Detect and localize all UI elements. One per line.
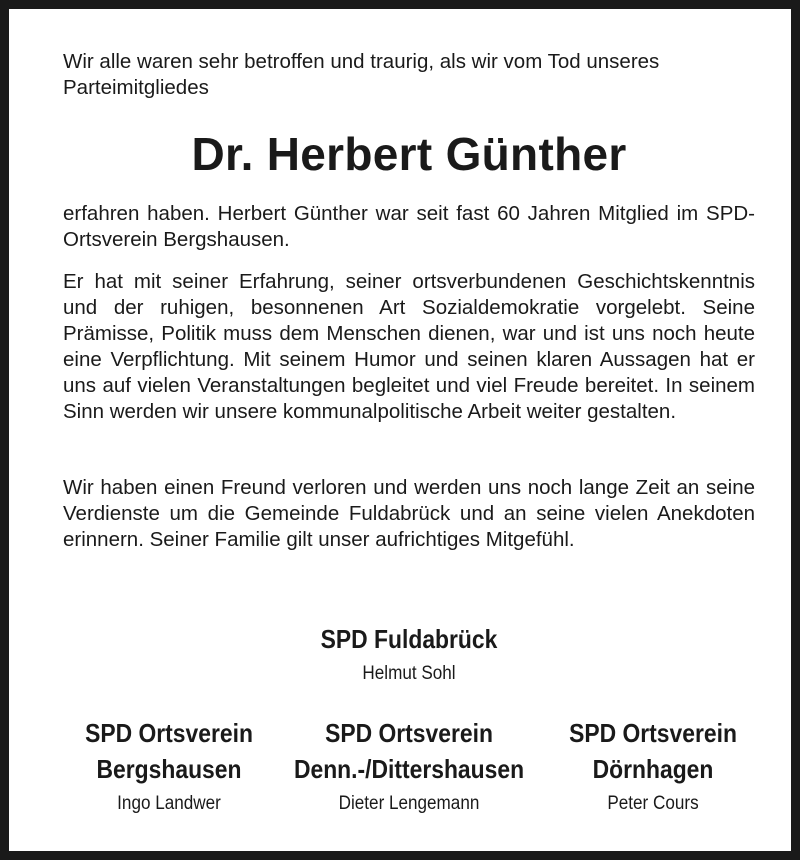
organization-name-line-2: Denn.-/Dittershausen — [293, 754, 525, 784]
paragraph-tribute: Er hat mit seiner Erfahrung, seiner ortsverbundenen Geschichtskenntnis und der ruhigen, besonnenen Art Sozialdemokratie vorgelebt. Seine Prämisse, Politik muss dem Menschen dienen, war und ist uns noch heute eine Verpflichtung. Mit seinem Humor und seinen klaren Aussagen hat er uns auf vielen Veranstaltungen begleitet und viel Freude bereitet. In seinem Sinn werden wir unsere kommunalpolitische Arbeit weiter gestalten. — [63, 270, 755, 423]
main-organization-name: SPD Fuldabrück — [320, 624, 498, 654]
signatory-name: Peter Cours — [607, 793, 699, 814]
organization-name-line-1: SPD Ortsverein — [85, 718, 253, 748]
deceased-name: Dr. Herbert Günther — [191, 128, 627, 180]
signatory-name: Dieter Lengemann — [338, 793, 480, 814]
signature-doernhagen — [518, 715, 788, 817]
signature-dittershausen — [274, 715, 544, 817]
organization-name-line-1: SPD Ortsverein — [569, 718, 737, 748]
signature-bergshausen — [34, 715, 304, 817]
intro-text: Wir alle waren sehr betroffen und traurig, als wir vom Tod unseres Parteimitgliedes — [63, 50, 660, 99]
paragraph-membership: erfahren haben. Herbert Günther war seit fast 60 Jahren Mitglied im SPD-Ortsverein Bergshausen. — [63, 202, 755, 251]
paragraph-condolence: Wir haben einen Freund verloren und werden uns noch lange Zeit an seine Verdienste um die Gemeinde Fuldabrück und an seine vielen Anekdoten erinnern. Seiner Familie gilt unser aufrichtiges Mitgefühl. — [63, 476, 755, 551]
organization-name-line-2: Dörnhagen — [592, 754, 714, 784]
signatory-name: Ingo Landwer — [117, 793, 221, 814]
main-signatory-name: Helmut Sohl — [362, 663, 456, 684]
organization-name-line-1: SPD Ortsverein — [325, 718, 493, 748]
organization-name-line-2: Bergshausen — [96, 754, 242, 784]
signature-main — [209, 621, 609, 687]
